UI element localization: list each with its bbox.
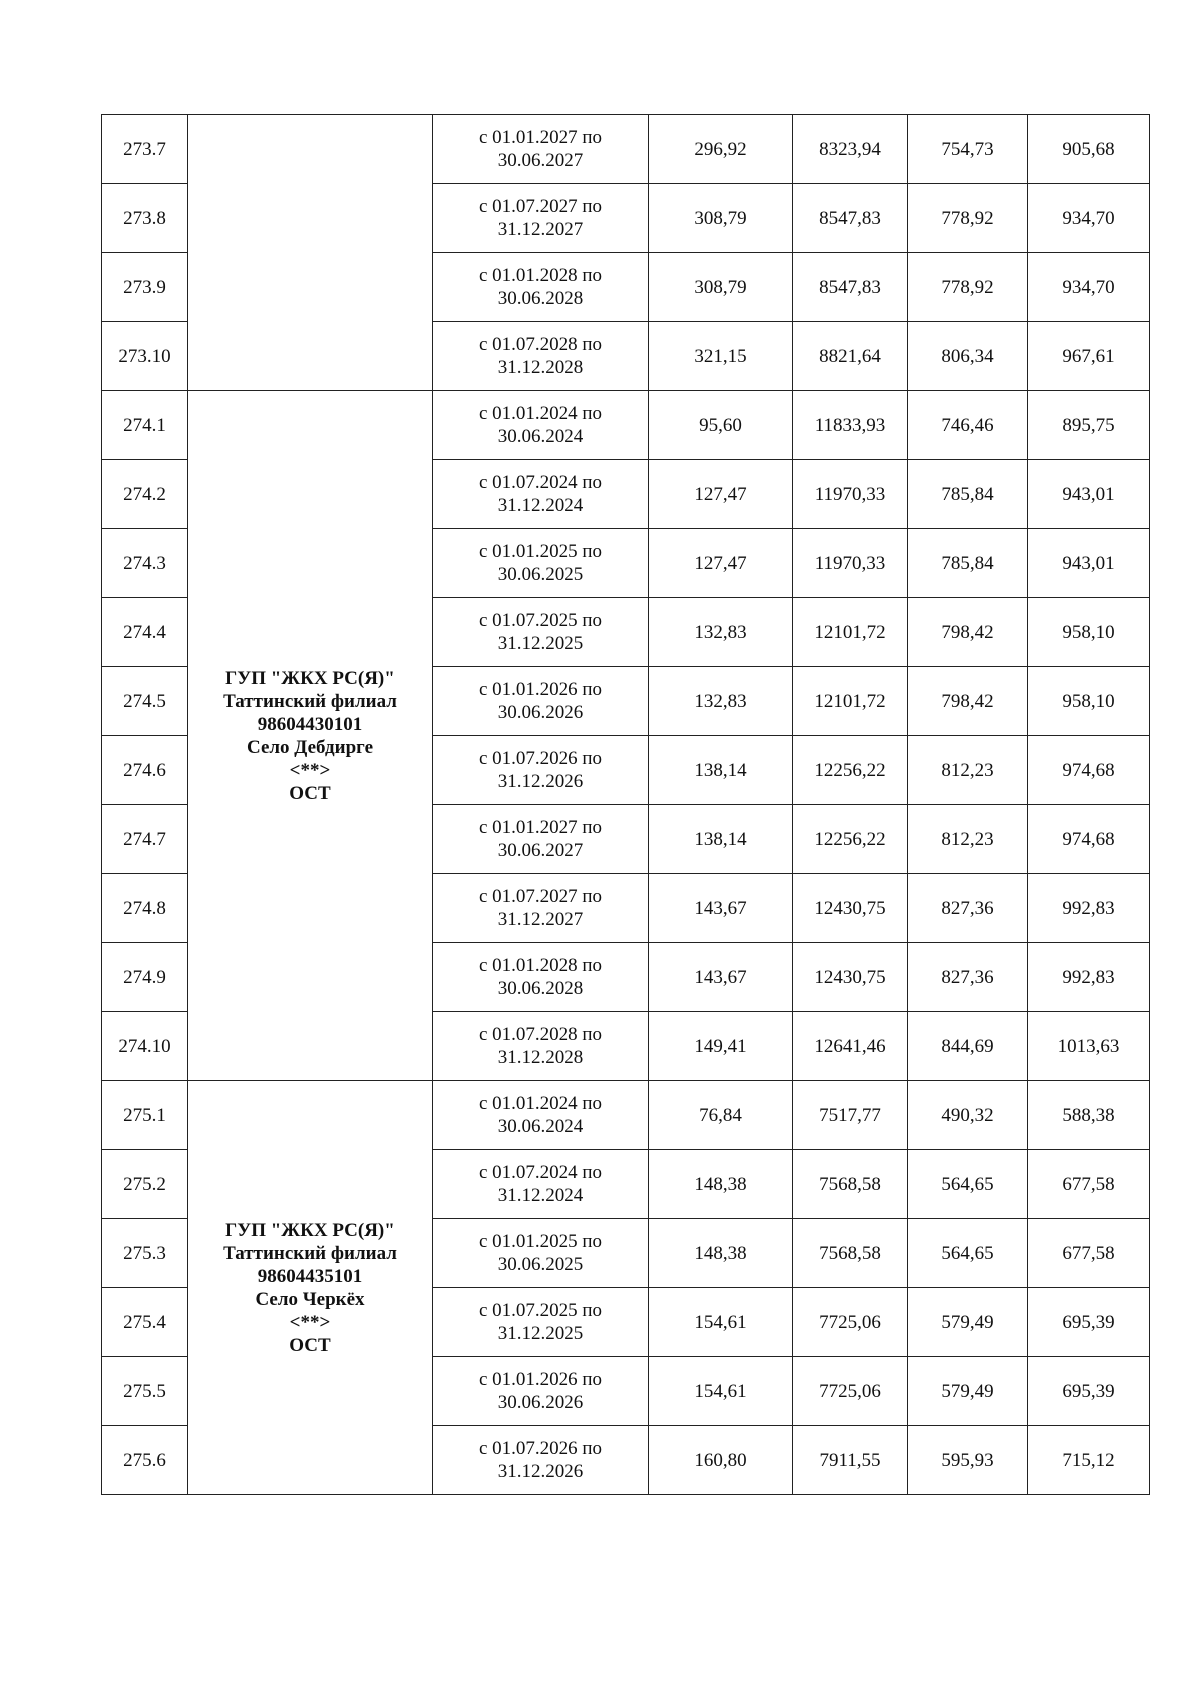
value-cell-3: 746,46 xyxy=(908,391,1028,460)
value-cell-4: 958,10 xyxy=(1028,598,1150,667)
period-to: 31.12.2027 xyxy=(497,909,584,930)
value-cell-1: 149,41 xyxy=(649,1012,793,1081)
row-number-cell: 275.5 xyxy=(102,1357,188,1426)
period-cell xyxy=(433,391,649,460)
organization-cell xyxy=(188,391,433,1081)
value-cell-2: 7725,06 xyxy=(793,1288,908,1357)
period-to: 31.12.2024 xyxy=(497,1185,584,1206)
value-cell-2: 12641,46 xyxy=(793,1012,908,1081)
value-cell-2: 11970,33 xyxy=(793,460,908,529)
period-from: с 01.01.2024 по xyxy=(478,1093,603,1114)
value-cell-4: 695,39 xyxy=(1028,1357,1150,1426)
value-cell-1: 160,80 xyxy=(649,1426,793,1495)
value-cell-4: 943,01 xyxy=(1028,460,1150,529)
period-from: с 01.07.2025 по xyxy=(478,610,603,631)
value-cell-4: 677,58 xyxy=(1028,1219,1150,1288)
period-to: 31.12.2028 xyxy=(497,1047,584,1068)
value-cell-1: 143,67 xyxy=(649,874,793,943)
row-number-cell: 274.3 xyxy=(102,529,188,598)
period-to: 31.12.2027 xyxy=(497,219,584,240)
period-to: 30.06.2025 xyxy=(497,1254,584,1275)
row-number-cell: 273.10 xyxy=(102,322,188,391)
tariff-table-body xyxy=(102,115,1150,1495)
period-cell xyxy=(433,736,649,805)
organization-line: ОСТ xyxy=(289,1334,331,1356)
value-cell-1: 127,47 xyxy=(649,529,793,598)
period-cell xyxy=(433,598,649,667)
tariff-table xyxy=(101,114,1150,1495)
organization-cell xyxy=(188,115,433,391)
value-cell-1: 127,47 xyxy=(649,460,793,529)
period-from: с 01.01.2027 по xyxy=(478,817,603,838)
period-to: 31.12.2024 xyxy=(497,495,584,516)
value-cell-3: 844,69 xyxy=(908,1012,1028,1081)
table-row xyxy=(102,391,1150,460)
period-cell xyxy=(433,1219,649,1288)
value-cell-2: 12430,75 xyxy=(793,943,908,1012)
organization-line: Таттинский филиал xyxy=(223,690,397,712)
value-cell-1: 76,84 xyxy=(649,1081,793,1150)
row-number-cell: 274.1 xyxy=(102,391,188,460)
value-cell-3: 579,49 xyxy=(908,1357,1028,1426)
row-number-cell: 274.6 xyxy=(102,736,188,805)
row-number-cell: 275.3 xyxy=(102,1219,188,1288)
period-cell xyxy=(433,322,649,391)
value-cell-3: 778,92 xyxy=(908,184,1028,253)
row-number-cell: 274.5 xyxy=(102,667,188,736)
period-cell xyxy=(433,1288,649,1357)
value-cell-3: 827,36 xyxy=(908,874,1028,943)
period-from: с 01.01.2027 по xyxy=(478,127,603,148)
value-cell-1: 132,83 xyxy=(649,598,793,667)
organization-line: Село Черкёх xyxy=(255,1288,365,1310)
value-cell-2: 12101,72 xyxy=(793,667,908,736)
period-to: 31.12.2025 xyxy=(497,1323,584,1344)
value-cell-3: 564,65 xyxy=(908,1150,1028,1219)
value-cell-3: 754,73 xyxy=(908,115,1028,184)
value-cell-1: 154,61 xyxy=(649,1357,793,1426)
row-number-cell: 273.9 xyxy=(102,253,188,322)
value-cell-2: 8323,94 xyxy=(793,115,908,184)
period-cell xyxy=(433,253,649,322)
row-number-cell: 274.4 xyxy=(102,598,188,667)
row-number-cell: 275.2 xyxy=(102,1150,188,1219)
value-cell-2: 8821,64 xyxy=(793,322,908,391)
value-cell-4: 992,83 xyxy=(1028,874,1150,943)
table-row xyxy=(102,1081,1150,1150)
row-number-cell: 274.7 xyxy=(102,805,188,874)
period-cell xyxy=(433,1012,649,1081)
value-cell-1: 95,60 xyxy=(649,391,793,460)
period-to: 30.06.2025 xyxy=(497,564,584,585)
period-from: с 01.07.2027 по xyxy=(478,886,603,907)
period-cell xyxy=(433,1081,649,1150)
value-cell-1: 138,14 xyxy=(649,805,793,874)
period-from: с 01.01.2028 по xyxy=(478,955,603,976)
period-cell xyxy=(433,805,649,874)
row-number-cell: 275.4 xyxy=(102,1288,188,1357)
value-cell-2: 8547,83 xyxy=(793,184,908,253)
value-cell-3: 827,36 xyxy=(908,943,1028,1012)
period-from: с 01.07.2025 по xyxy=(478,1300,603,1321)
value-cell-1: 132,83 xyxy=(649,667,793,736)
organization-line: ОСТ xyxy=(289,782,331,804)
period-to: 30.06.2026 xyxy=(497,702,584,723)
period-cell xyxy=(433,1150,649,1219)
value-cell-2: 12256,22 xyxy=(793,736,908,805)
value-cell-3: 798,42 xyxy=(908,598,1028,667)
row-number-cell: 274.10 xyxy=(102,1012,188,1081)
row-number-cell: 273.8 xyxy=(102,184,188,253)
period-to: 31.12.2026 xyxy=(497,771,584,792)
value-cell-2: 11970,33 xyxy=(793,529,908,598)
period-to: 31.12.2026 xyxy=(497,1461,584,1482)
value-cell-1: 154,61 xyxy=(649,1288,793,1357)
period-from: с 01.01.2025 по xyxy=(478,1231,603,1252)
value-cell-4: 974,68 xyxy=(1028,736,1150,805)
value-cell-2: 7725,06 xyxy=(793,1357,908,1426)
period-cell xyxy=(433,529,649,598)
period-cell xyxy=(433,943,649,1012)
value-cell-1: 321,15 xyxy=(649,322,793,391)
period-from: с 01.01.2026 по xyxy=(478,679,603,700)
value-cell-4: 974,68 xyxy=(1028,805,1150,874)
value-cell-4: 905,68 xyxy=(1028,115,1150,184)
period-to: 31.12.2028 xyxy=(497,357,584,378)
value-cell-4: 934,70 xyxy=(1028,253,1150,322)
value-cell-4: 934,70 xyxy=(1028,184,1150,253)
period-to: 30.06.2024 xyxy=(497,426,584,447)
period-from: с 01.07.2026 по xyxy=(478,1438,603,1459)
value-cell-4: 958,10 xyxy=(1028,667,1150,736)
value-cell-3: 564,65 xyxy=(908,1219,1028,1288)
value-cell-4: 715,12 xyxy=(1028,1426,1150,1495)
value-cell-3: 806,34 xyxy=(908,322,1028,391)
organization-line: Село Дебдирге xyxy=(247,736,373,758)
period-to: 30.06.2024 xyxy=(497,1116,584,1137)
value-cell-1: 296,92 xyxy=(649,115,793,184)
organization-line: <**> xyxy=(289,1311,331,1333)
period-from: с 01.07.2024 по xyxy=(478,472,603,493)
row-number-cell: 274.8 xyxy=(102,874,188,943)
period-from: с 01.01.2026 по xyxy=(478,1369,603,1390)
row-number-cell: 275.6 xyxy=(102,1426,188,1495)
value-cell-4: 588,38 xyxy=(1028,1081,1150,1150)
value-cell-1: 148,38 xyxy=(649,1219,793,1288)
value-cell-3: 785,84 xyxy=(908,460,1028,529)
organization-line: ГУП "ЖКХ РС(Я)" xyxy=(225,1219,395,1241)
value-cell-1: 308,79 xyxy=(649,184,793,253)
value-cell-4: 895,75 xyxy=(1028,391,1150,460)
value-cell-4: 677,58 xyxy=(1028,1150,1150,1219)
organization-line: 98604430101 xyxy=(257,713,363,735)
period-to: 30.06.2027 xyxy=(497,150,584,171)
organization-line: 98604435101 xyxy=(257,1265,363,1287)
value-cell-4: 967,61 xyxy=(1028,322,1150,391)
value-cell-3: 812,23 xyxy=(908,736,1028,805)
period-cell xyxy=(433,115,649,184)
period-from: с 01.01.2028 по xyxy=(478,265,603,286)
period-to: 31.12.2025 xyxy=(497,633,584,654)
value-cell-3: 812,23 xyxy=(908,805,1028,874)
row-number-cell: 274.9 xyxy=(102,943,188,1012)
period-from: с 01.07.2027 по xyxy=(478,196,603,217)
period-cell xyxy=(433,1357,649,1426)
value-cell-3: 490,32 xyxy=(908,1081,1028,1150)
value-cell-2: 12256,22 xyxy=(793,805,908,874)
value-cell-2: 7568,58 xyxy=(793,1219,908,1288)
period-to: 30.06.2026 xyxy=(497,1392,584,1413)
value-cell-2: 8547,83 xyxy=(793,253,908,322)
table-row xyxy=(102,115,1150,184)
period-to: 30.06.2028 xyxy=(497,288,584,309)
period-from: с 01.01.2024 по xyxy=(478,403,603,424)
value-cell-3: 778,92 xyxy=(908,253,1028,322)
value-cell-4: 695,39 xyxy=(1028,1288,1150,1357)
period-from: с 01.07.2026 по xyxy=(478,748,603,769)
value-cell-2: 11833,93 xyxy=(793,391,908,460)
organization-line: Таттинский филиал xyxy=(223,1242,397,1264)
period-cell xyxy=(433,667,649,736)
value-cell-2: 12430,75 xyxy=(793,874,908,943)
value-cell-1: 143,67 xyxy=(649,943,793,1012)
period-cell xyxy=(433,874,649,943)
value-cell-3: 595,93 xyxy=(908,1426,1028,1495)
row-number-cell: 275.1 xyxy=(102,1081,188,1150)
value-cell-2: 12101,72 xyxy=(793,598,908,667)
period-from: с 01.07.2028 по xyxy=(478,1024,603,1045)
value-cell-4: 992,83 xyxy=(1028,943,1150,1012)
organization-line: ГУП "ЖКХ РС(Я)" xyxy=(225,667,395,689)
value-cell-1: 138,14 xyxy=(649,736,793,805)
period-to: 30.06.2027 xyxy=(497,840,584,861)
value-cell-2: 7517,77 xyxy=(793,1081,908,1150)
value-cell-1: 148,38 xyxy=(649,1150,793,1219)
value-cell-1: 308,79 xyxy=(649,253,793,322)
value-cell-2: 7568,58 xyxy=(793,1150,908,1219)
period-from: с 01.07.2024 по xyxy=(478,1162,603,1183)
row-number-cell: 274.2 xyxy=(102,460,188,529)
period-to: 30.06.2028 xyxy=(497,978,584,999)
period-cell xyxy=(433,1426,649,1495)
period-cell xyxy=(433,460,649,529)
value-cell-2: 7911,55 xyxy=(793,1426,908,1495)
organization-cell xyxy=(188,1081,433,1495)
row-number-cell: 273.7 xyxy=(102,115,188,184)
period-cell xyxy=(433,184,649,253)
period-from: с 01.07.2028 по xyxy=(478,334,603,355)
period-from: с 01.01.2025 по xyxy=(478,541,603,562)
organization-line: <**> xyxy=(289,759,331,781)
value-cell-3: 579,49 xyxy=(908,1288,1028,1357)
value-cell-4: 1013,63 xyxy=(1028,1012,1150,1081)
value-cell-3: 798,42 xyxy=(908,667,1028,736)
value-cell-3: 785,84 xyxy=(908,529,1028,598)
value-cell-4: 943,01 xyxy=(1028,529,1150,598)
